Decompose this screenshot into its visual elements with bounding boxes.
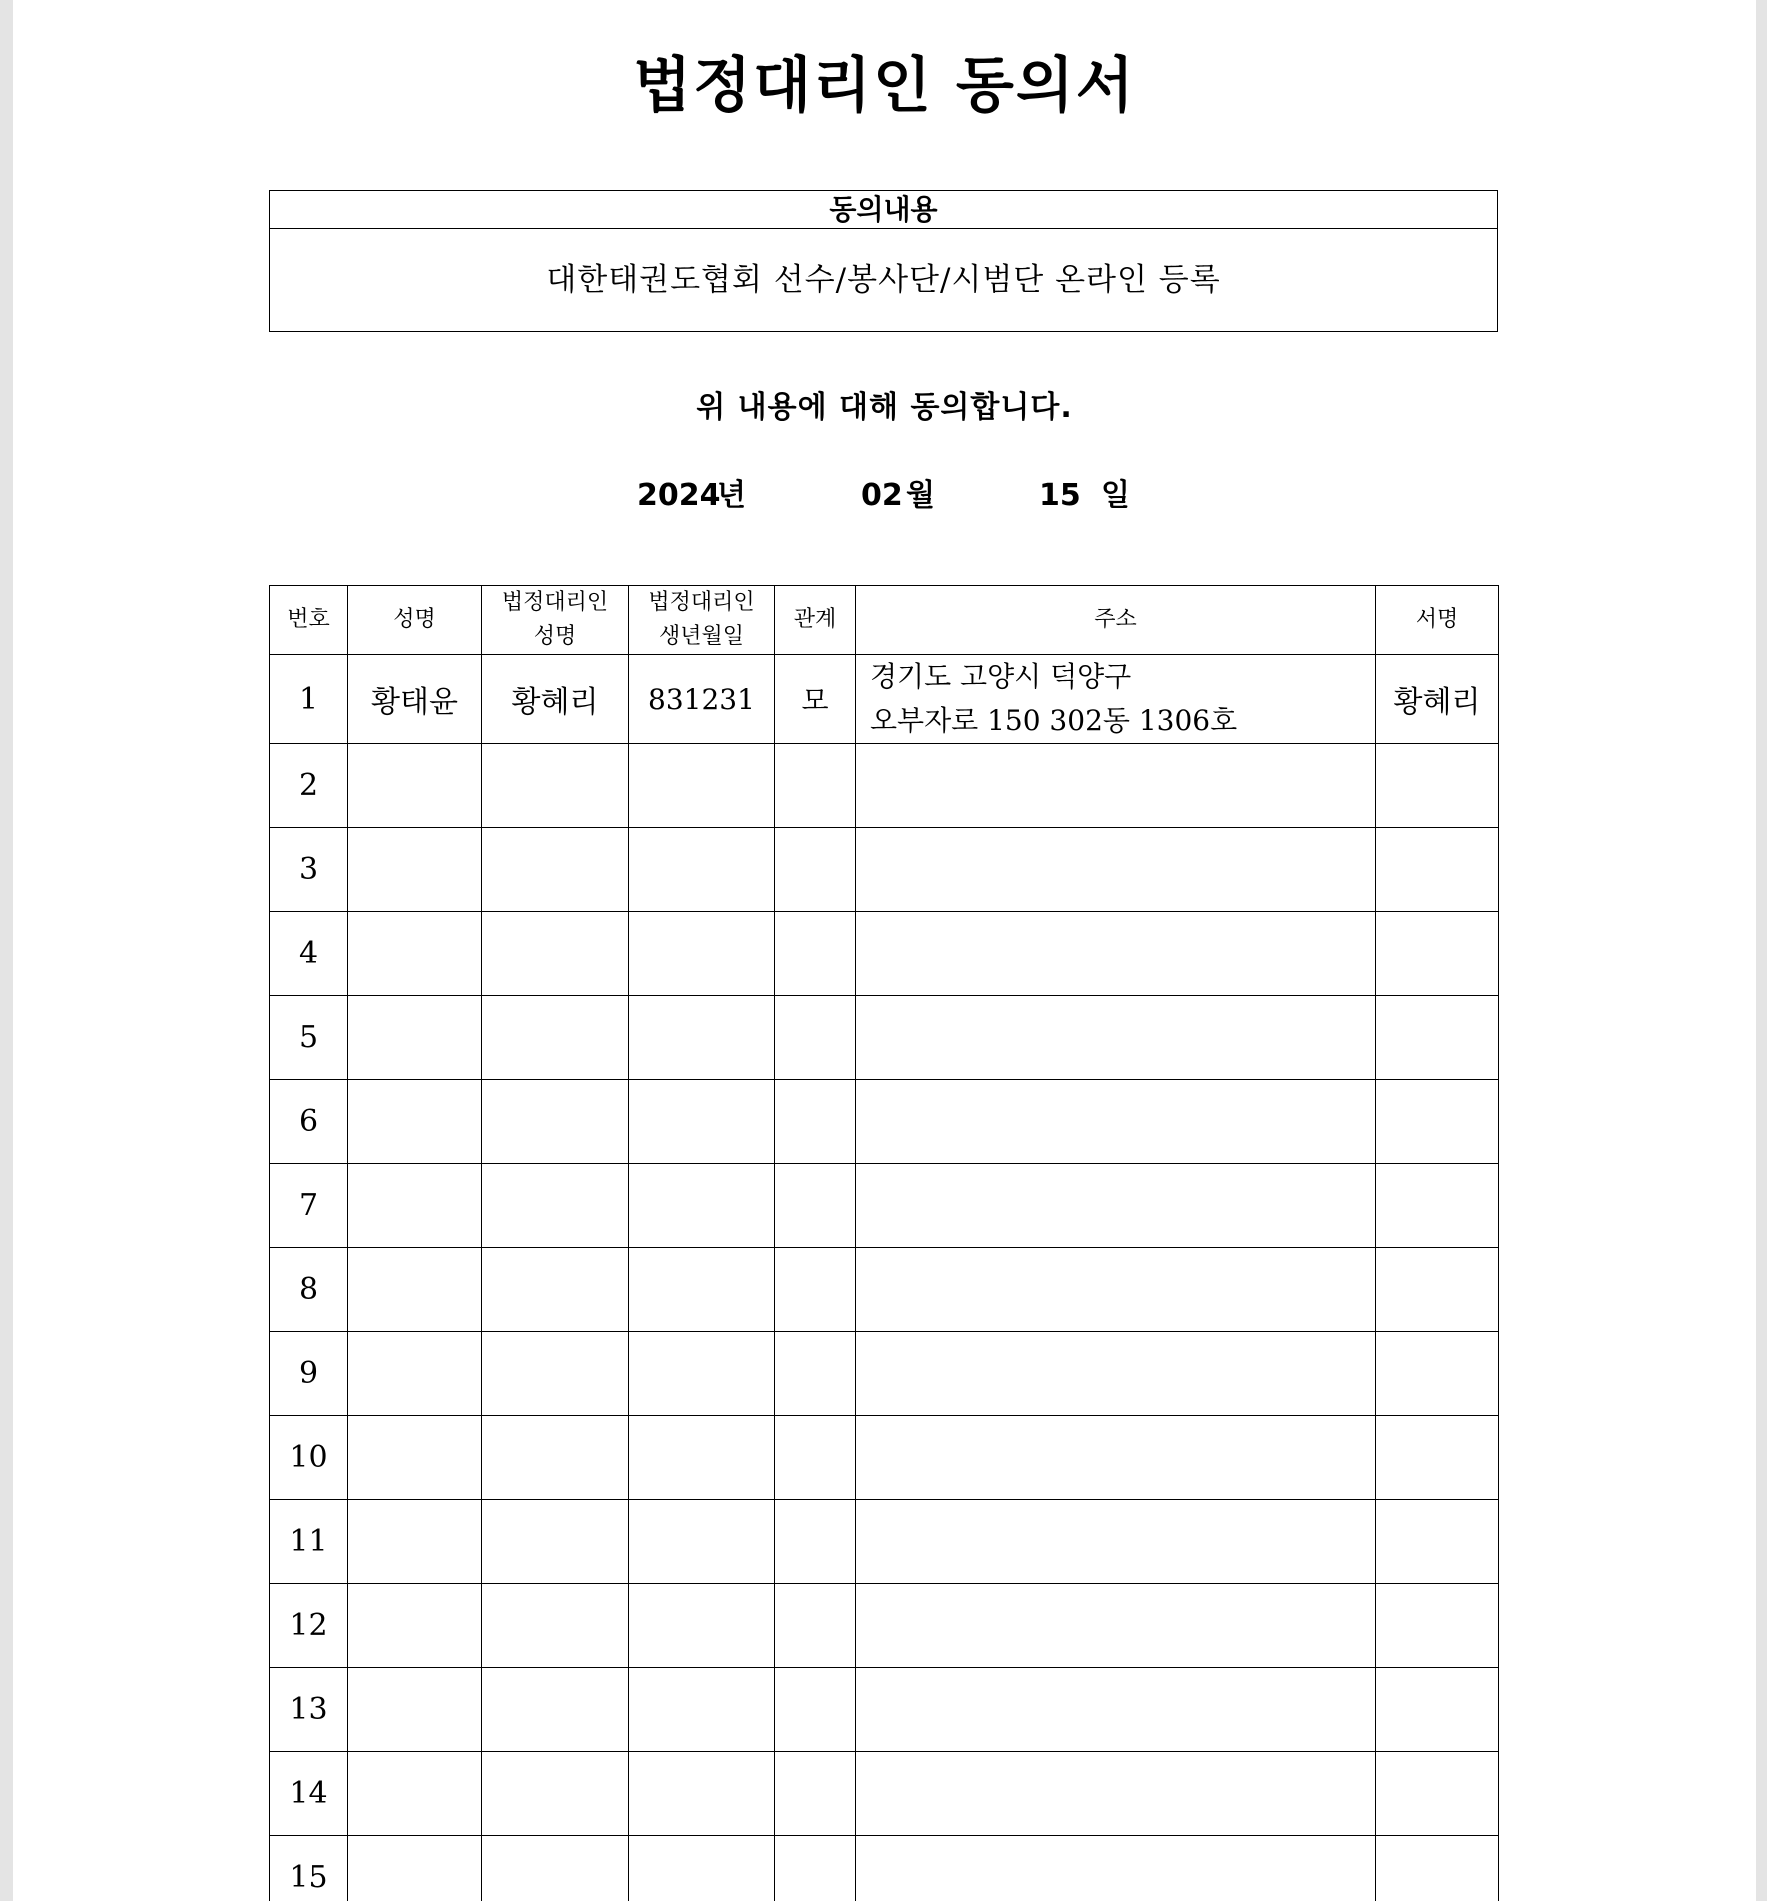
cell-guardian-birth <box>629 744 775 828</box>
cell-no: 8 <box>270 1248 348 1332</box>
cell-name <box>348 1836 482 1901</box>
date-year-unit: 년 <box>717 478 746 513</box>
table-row <box>270 1836 1499 1901</box>
cell-guardian-birth <box>629 1416 775 1500</box>
cell-guardian-birth <box>629 1668 775 1752</box>
cell-signature <box>1376 1584 1499 1668</box>
document-page <box>13 0 1756 1901</box>
cell-guardian-name <box>482 1416 629 1500</box>
table-row <box>270 1500 1499 1584</box>
cell-relation <box>775 1752 856 1836</box>
cell-guardian-birth <box>629 1752 775 1836</box>
table-header-row <box>270 586 1499 655</box>
header-guardian-birth-line1: 법정대리인 <box>648 590 755 615</box>
cell-name <box>348 912 482 996</box>
cell-guardian-birth <box>629 996 775 1080</box>
cell-no: 14 <box>270 1752 348 1836</box>
header-no: 번호 <box>270 586 348 655</box>
cell-guardian-name <box>482 912 629 996</box>
cell-no: 4 <box>270 912 348 996</box>
cell-name <box>348 1332 482 1416</box>
date-day: 15 <box>1039 478 1081 513</box>
cell-name <box>348 744 482 828</box>
cell-no: 5 <box>270 996 348 1080</box>
cell-no: 7 <box>270 1164 348 1248</box>
cell-address <box>856 744 1376 828</box>
cell-address <box>856 655 1376 744</box>
cell-name <box>348 1416 482 1500</box>
cell-guardian-birth <box>629 1836 775 1901</box>
cell-signature <box>1376 1332 1499 1416</box>
cell-signature <box>1376 1500 1499 1584</box>
table-row <box>270 1080 1499 1164</box>
table-row <box>270 1332 1499 1416</box>
cell-name <box>348 1668 482 1752</box>
cell-relation <box>775 744 856 828</box>
cell-name <box>348 1584 482 1668</box>
consent-header: 동의내용 <box>270 191 1497 229</box>
cell-name <box>348 1080 482 1164</box>
header-guardian-birth <box>629 586 775 655</box>
cell-address <box>856 1752 1376 1836</box>
cell-name <box>348 1500 482 1584</box>
cell-guardian-name <box>482 744 629 828</box>
cell-relation <box>775 828 856 912</box>
header-signature: 서명 <box>1376 586 1499 655</box>
cell-guardian-name <box>482 1836 629 1901</box>
cell-guardian-name <box>482 828 629 912</box>
cell-address <box>856 1248 1376 1332</box>
table-row <box>270 912 1499 996</box>
table-row <box>270 1248 1499 1332</box>
cell-relation <box>775 912 856 996</box>
cell-address <box>856 1668 1376 1752</box>
cell-no: 10 <box>270 1416 348 1500</box>
date-year: 2024 <box>637 478 721 513</box>
cell-guardian-name <box>482 1752 629 1836</box>
cell-address <box>856 1332 1376 1416</box>
cell-guardian-name <box>482 996 629 1080</box>
cell-signature: 황혜리 <box>1376 655 1499 744</box>
date-month: 02 <box>861 478 903 513</box>
cell-no: 9 <box>270 1332 348 1416</box>
table-row <box>270 1584 1499 1668</box>
cell-no: 6 <box>270 1080 348 1164</box>
cell-address <box>856 912 1376 996</box>
cell-guardian-name <box>482 1584 629 1668</box>
cell-guardian-birth: 831231 <box>629 655 775 744</box>
address-line1: 경기도 고양시 덕양구 <box>870 660 1132 693</box>
table-row <box>270 1668 1499 1752</box>
cell-signature <box>1376 828 1499 912</box>
cell-relation <box>775 1332 856 1416</box>
cell-guardian-name <box>482 1332 629 1416</box>
cell-address <box>856 1836 1376 1901</box>
cell-address <box>856 996 1376 1080</box>
cell-guardian-birth <box>629 1584 775 1668</box>
table-row <box>270 655 1499 744</box>
cell-no: 11 <box>270 1500 348 1584</box>
cell-guardian-birth <box>629 1164 775 1248</box>
cell-guardian-birth <box>629 1080 775 1164</box>
cell-relation <box>775 1080 856 1164</box>
cell-name <box>348 1164 482 1248</box>
cell-guardian-name <box>482 1164 629 1248</box>
cell-signature <box>1376 996 1499 1080</box>
cell-relation <box>775 1248 856 1332</box>
cell-relation <box>775 1584 856 1668</box>
header-guardian-name-line1: 법정대리인 <box>501 590 609 615</box>
date-month-unit: 월 <box>906 478 935 513</box>
cell-no: 1 <box>270 655 348 744</box>
cell-guardian-birth <box>629 1332 775 1416</box>
cell-guardian-name <box>482 1500 629 1584</box>
cell-no: 15 <box>270 1836 348 1901</box>
cell-guardian-birth <box>629 828 775 912</box>
cell-relation <box>775 1164 856 1248</box>
header-guardian-birth-line2: 생년월일 <box>658 624 744 649</box>
cell-signature <box>1376 1080 1499 1164</box>
cell-guardian-name <box>482 1248 629 1332</box>
cell-relation: 모 <box>775 655 856 744</box>
agree-statement: 위 내용에 대해 동의합니다. <box>696 390 1073 425</box>
cell-no: 2 <box>270 744 348 828</box>
consent-box <box>269 190 1498 332</box>
cell-address <box>856 1416 1376 1500</box>
cell-guardian-name <box>482 1668 629 1752</box>
cell-guardian-birth <box>629 912 775 996</box>
cell-no: 13 <box>270 1668 348 1752</box>
header-relation: 관계 <box>775 586 856 655</box>
document-title: 법정대리인 동의서 <box>633 51 1136 121</box>
cell-guardian-name: 황혜리 <box>482 655 629 744</box>
table-row <box>270 996 1499 1080</box>
cell-address <box>856 1164 1376 1248</box>
cell-name <box>348 996 482 1080</box>
date-day-unit: 일 <box>1101 478 1130 513</box>
cell-name: 황태윤 <box>348 655 482 744</box>
cell-guardian-name <box>482 1080 629 1164</box>
header-address: 주소 <box>856 586 1376 655</box>
cell-name <box>348 1248 482 1332</box>
cell-relation <box>775 1416 856 1500</box>
header-guardian-name <box>482 586 629 655</box>
cell-signature <box>1376 744 1499 828</box>
table-row <box>270 744 1499 828</box>
cell-signature <box>1376 1836 1499 1901</box>
cell-signature <box>1376 1164 1499 1248</box>
cell-signature <box>1376 1248 1499 1332</box>
cell-signature <box>1376 1416 1499 1500</box>
cell-relation <box>775 1500 856 1584</box>
table-row <box>270 1752 1499 1836</box>
cell-name <box>348 828 482 912</box>
table-row <box>270 828 1499 912</box>
cell-address <box>856 1584 1376 1668</box>
cell-relation <box>775 1668 856 1752</box>
table-row <box>270 1164 1499 1248</box>
cell-signature <box>1376 912 1499 996</box>
table-row <box>270 1416 1499 1500</box>
cell-relation <box>775 996 856 1080</box>
header-name: 성명 <box>348 586 482 655</box>
guardian-table <box>269 585 1499 1901</box>
address-line2: 오부자로 150 302동 1306호 <box>870 704 1238 737</box>
table-body <box>270 655 1499 1901</box>
cell-signature <box>1376 1668 1499 1752</box>
cell-address <box>856 828 1376 912</box>
cell-no: 12 <box>270 1584 348 1668</box>
cell-name <box>348 1752 482 1836</box>
cell-guardian-birth <box>629 1500 775 1584</box>
cell-address <box>856 1080 1376 1164</box>
cell-signature <box>1376 1752 1499 1836</box>
cell-guardian-birth <box>629 1248 775 1332</box>
header-guardian-name-line2: 성명 <box>533 624 577 649</box>
cell-address <box>856 1500 1376 1584</box>
cell-relation <box>775 1836 856 1901</box>
consent-content: 대한태권도협회 선수/봉사단/시범단 온라인 등록 <box>546 262 1221 298</box>
cell-no: 3 <box>270 828 348 912</box>
